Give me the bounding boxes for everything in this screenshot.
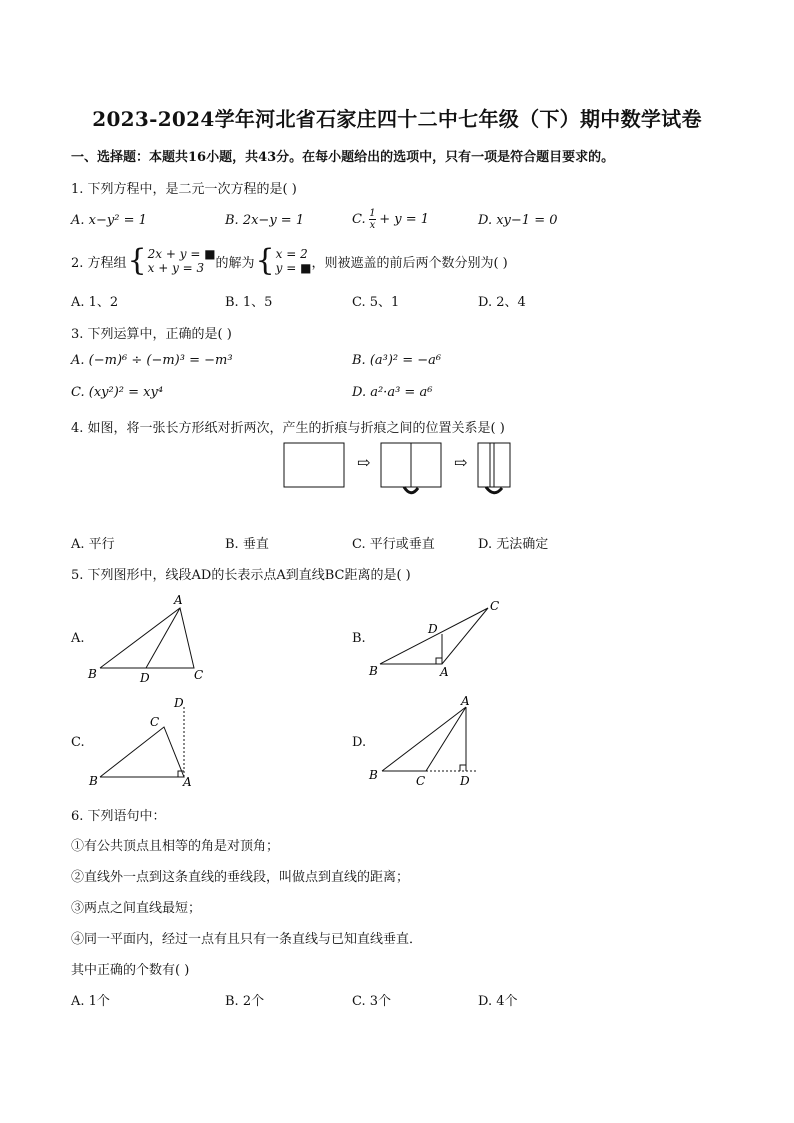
segment-ad: [146, 608, 180, 668]
question-1-stem: 1. 下列方程中，是二元一次方程的是( ): [71, 182, 297, 197]
q6-statement-3: ③两点之间直线最短；: [71, 901, 202, 916]
q3-option-d: D. a²·a³ = a⁶: [352, 385, 433, 400]
question-4-stem: 4. 如图，将一张长方形纸对折两次，产生的折痕与折痕之间的位置关系是( ): [71, 421, 505, 436]
triangle-abc: [100, 727, 184, 777]
fold-arrow-icon: ⇨: [357, 453, 371, 472]
figure-b: [366, 596, 506, 681]
point-label-b: B: [88, 667, 97, 681]
q6-option-b: B. 2个: [225, 994, 265, 1009]
fraction-numerator: 1: [369, 208, 376, 219]
paper-rectangle: [284, 443, 344, 487]
point-label-c: C: [490, 599, 500, 613]
q4-option-b: B. 垂直: [225, 537, 269, 552]
point-label-d: D: [140, 671, 150, 685]
q4-option-d: D. 无法确定: [478, 537, 549, 552]
q3-option-c: C. (xy²)² = xy⁴: [71, 385, 164, 400]
q6-statement-4: ④同一平面内，经过一点有且只有一条直线与已知直线垂直．: [71, 932, 423, 947]
fraction-denominator: x: [369, 220, 376, 231]
q1-option-c-rest: + y = 1: [379, 212, 430, 227]
q2-mid-text: 的解为: [215, 255, 255, 271]
equation-row: x = 2: [275, 247, 308, 261]
q3-option-b: B. (a³)² = −a⁶: [352, 353, 442, 368]
point-label-d: D: [460, 774, 470, 788]
point-label-c: C: [416, 774, 426, 788]
fraction: [369, 208, 377, 231]
left-brace: {: [255, 243, 275, 278]
q2-number: 2. 方程组: [71, 255, 127, 271]
figure-d: [366, 693, 486, 793]
left-brace: {: [127, 243, 147, 278]
rotate-arrow-icon: [486, 487, 502, 493]
q6-option-c: C. 3个: [352, 994, 392, 1009]
q5-option-b-label: B.: [352, 631, 366, 646]
point-label-b: B: [369, 664, 378, 678]
point-label-a: A: [183, 775, 192, 789]
folding-figure: [280, 438, 520, 500]
q5-option-a-label: A.: [71, 631, 85, 646]
point-label-b: B: [369, 768, 378, 782]
right-angle-mark: [436, 658, 442, 664]
solution-system: [276, 247, 312, 275]
point-label-a: A: [440, 665, 449, 679]
q1-option-a: A. x−y² = 1: [71, 213, 147, 228]
equation-system: [148, 247, 216, 275]
q4-option-a: A. 平行: [71, 537, 115, 552]
q6-statement-1: ①有公共顶点且相等的角是对顶角；: [71, 839, 280, 854]
q1-option-c-prefix: C.: [352, 212, 366, 227]
q1-option-c: [352, 208, 429, 231]
rotate-arrow-icon: [404, 487, 418, 493]
q3-option-a: A. (−m)⁶ ÷ (−m)³ = −m³: [71, 353, 233, 368]
q6-statement-2: ②直线外一点到这条直线的垂线段，叫做点到直线的距离；: [71, 870, 410, 885]
point-label-d: D: [428, 622, 438, 636]
equation-row: 2x + y = ■: [147, 247, 216, 261]
q2-option-d: D. 2、4: [478, 295, 526, 310]
triangle-abc: [382, 707, 466, 771]
q2-option-c: C. 5、1: [352, 295, 400, 310]
q2-option-a: A. 1、2: [71, 295, 119, 310]
question-3-stem: 3. 下列运算中，正确的是( ): [71, 327, 232, 342]
figure-c: [86, 693, 206, 793]
q6-option-a: A. 1个: [71, 994, 110, 1009]
triangle-abc: [380, 608, 488, 664]
question-6-stem: 6. 下列语句中：: [71, 809, 166, 824]
q2-tail-text: ，则被遮盖的前后两个数分别为( ): [311, 255, 508, 271]
section-heading: 一、选择题：本题共16小题，共43分。在每小题给出的选项中，只有一项是符合题目要求的。: [71, 150, 615, 165]
fold-arrow-icon: ⇨: [454, 453, 468, 472]
q4-option-c: C. 平行或垂直: [352, 537, 435, 552]
exam-title: 2023-2024学年河北省石家庄四十二中七年级（下）期中数学试卷: [92, 107, 702, 131]
point-label-b: B: [89, 774, 98, 788]
q5-option-d-label: D.: [352, 735, 367, 750]
point-label-a: A: [461, 694, 470, 708]
triangle-abc: [100, 608, 194, 668]
q6-question: 其中正确的个数有( ): [71, 963, 190, 978]
figure-a: [86, 590, 216, 685]
point-label-a: A: [174, 593, 183, 607]
q6-option-d: D. 4个: [478, 994, 518, 1009]
q2-option-b: B. 1、5: [225, 295, 273, 310]
question-5-stem: 5. 下列图形中，线段AD的长表示点A到直线BC距离的是( ): [71, 568, 411, 583]
q5-option-c-label: C.: [71, 735, 85, 750]
equation-row: x + y = 3: [147, 261, 205, 275]
q1-option-b: B. 2x−y = 1: [225, 213, 305, 228]
equation-row: y = ■: [275, 261, 312, 275]
right-angle-mark: [460, 765, 466, 771]
point-label-d: D: [174, 696, 184, 710]
point-label-c: C: [194, 668, 204, 682]
q1-option-d: D. xy−1 = 0: [478, 213, 558, 228]
question-2-stem: [71, 243, 508, 278]
point-label-c: C: [150, 715, 160, 729]
